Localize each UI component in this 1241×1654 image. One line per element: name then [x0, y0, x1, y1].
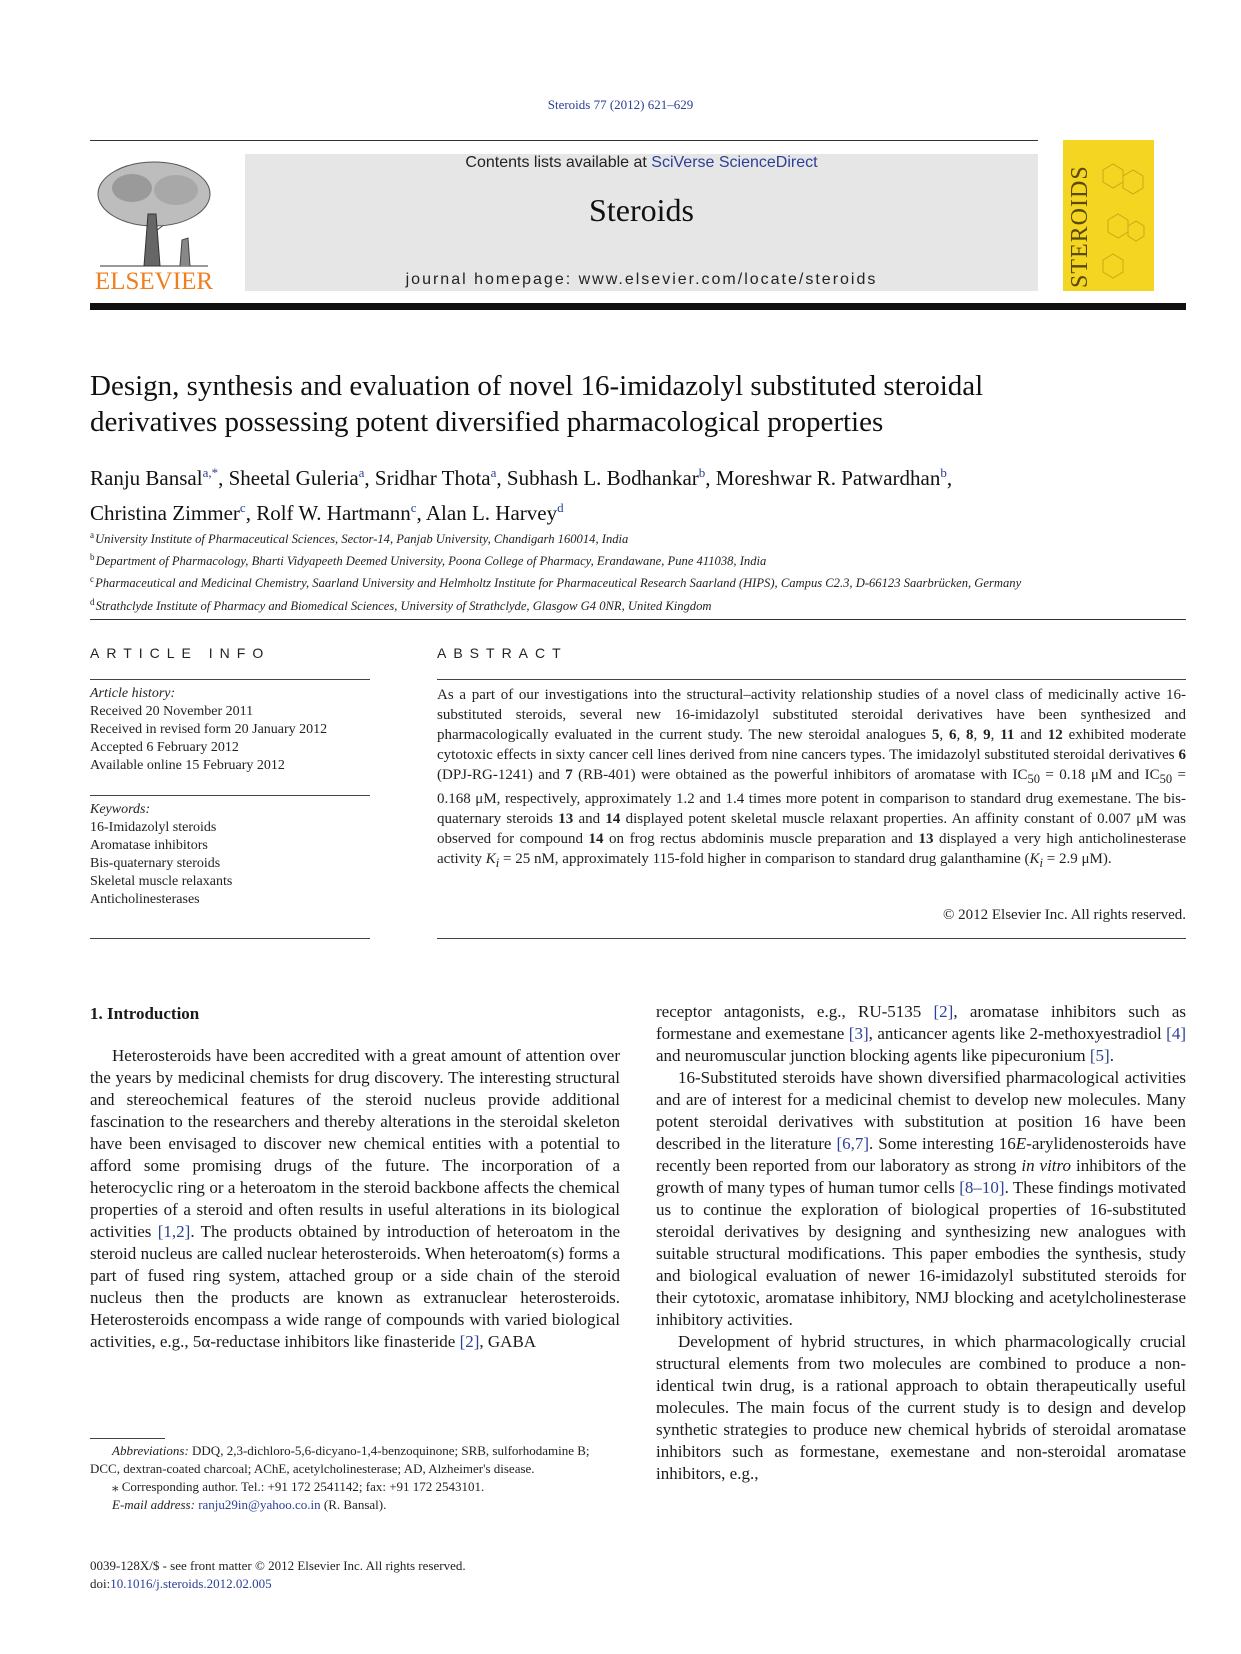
citation-link[interactable]: [8–10]	[959, 1178, 1005, 1197]
abstract-heading: ABSTRACT	[437, 645, 568, 661]
author-affil-sup[interactable]: a	[358, 465, 365, 480]
author-affil-sup[interactable]: a,*	[202, 465, 219, 480]
citation-link[interactable]: [2]	[933, 1002, 954, 1021]
author-affil-sup[interactable]: b	[698, 465, 706, 480]
paragraph: Development of hybrid structures, in which pharmacologically crucial structural elements from two molecules are combined to produce a non-identical twin drug, is a rational approach to obtain therapeutically useful molecules. The main focus of the current study is to design and develop synthetic strategies to produce new chemical hybrids of steroidal aromatase inhibitors such as formestane, exemestane and non-steroidal aromatase inhibitors, e.g.,	[656, 1332, 1186, 1483]
doi-link[interactable]: 10.1016/j.steroids.2012.02.005	[110, 1576, 272, 1591]
history-item: Received 20 November 2011	[90, 704, 254, 719]
keyword-item: Anticholinesterases	[90, 892, 200, 907]
affiliation-c: $^c$ Pharmaceutical and Medicinal Chemistry, Saarland University and Helmholtz Institute for Pharmaceutical Research Saarland (HIPS), Campus C2.3, D-66123 Saarbrücken, Germany	[90, 574, 1022, 591]
cover-title: STEROIDS	[1067, 165, 1093, 288]
history-item: Available online 15 February 2012	[90, 758, 285, 773]
keyword-item: Bis-quaternary steroids	[90, 856, 221, 871]
affiliation-b: $^b$ Department of Pharmacology, Bharti Vidyapeeth Deemed University, Poona College of Pharmacy, Erandawane, Pune 411038, India	[90, 552, 767, 569]
author-name: Rolf W. Hartmann	[256, 501, 411, 525]
top-rule	[90, 140, 1038, 141]
elsevier-wordmark: ELSEVIER	[94, 268, 214, 295]
abstract-text: As a part of our investigations into the structural–activity relationship studies of a novel class of medicinally active 16-substituted steroids, several new 16-imidazolyl substituted steroidal derivatives have been synthesized and pharmacologically evaluated in the current study. The new steroidal analogues 5, 6, 8, 9, 11 and 12 exhibited moderate cytotoxic effects in sixty cancer cell lines derived from nine cancers types. The imidazolyl substituted steroidal derivatives 6 (DPJ-RG-1241) and 7 (RB-401) were obtained as the powerful inhibitors of aromatase with $IC_{50} = 0.18$ μM and $IC_{50} = 0.168$ μM, respectively, approximately 1.2 and 1.4 times more potent in comparison to standard drug exemestane. The bis-quaternary steroids 13 and 14 displayed potent skeletal muscle relaxant properties. An affinity constant of 0.007 μM was observed for compound 14 on frog rectus abdominis muscle preparation and 13 displayed a very high anticholinesterase activity $K_i = 25$ nM, approximately 115-fold higher in comparison to standard drug galanthamine ($K_i = 2.9$ μM).	[437, 687, 1187, 870]
paragraph: receptor antagonists, e.g., RU-5135 [2], aromatase inhibitors such as formestane and exemestane [3], anticancer agents like 2-methoxyestradiol [4] and neuromuscular junction blocking agents like pipecuronium [5].	[656, 1002, 1186, 1065]
section-heading-introduction: 1. Introduction	[90, 1004, 200, 1023]
journal-cover	[1063, 140, 1154, 291]
author-name: Moreshwar R. Patwardhan	[715, 466, 941, 490]
keywords	[90, 801, 370, 909]
author-name: Ranju Bansal	[90, 466, 203, 490]
sciencedirect-link[interactable]: SciVerse ScienceDirect	[651, 154, 818, 171]
article-info-rule	[90, 679, 370, 680]
citation-link[interactable]: [6,7]	[836, 1134, 870, 1153]
affiliation-a: $^a$ University Institute of Pharmaceutical Sciences, Sector-14, Panjab University, Chandigarh 160014, India	[90, 530, 629, 547]
paragraph: Heterosteroids have been accredited with a great amount of attention over the years by medicinal chemists for drug discovery. The interesting structural and stereochemical features of the steroid nucleus provide additional fascination to the researchers and thereby alterations in the steroidal skeleton have been envisaged to discover new chemical entities with a potential to afford some promising drugs of the future. The incorporation of a heterocyclic ring or a heteroatom in the steroid backbone affects the chemical properties of a steroid and often results in useful alterations in its biological activities [1,2]. The products obtained by introduction of heteroatom in the steroid nucleus are called nuclear heterosteroids. When heteroatom(s) forms a part of fused ring system, attached group or a side chain of the steroid nucleus then the products are known as extranuclear heterosteroids. Heterosteroids encompass a wide range of compounds with varied biological activities, e.g., 5α-reductase inhibitors like finasteride [2], GABA	[90, 1046, 620, 1351]
doi-line: doi:10.1016/j.steroids.2012.02.005	[90, 1576, 272, 1591]
author-affil-sup[interactable]: d	[557, 500, 564, 515]
front-matter-line: 0039-128X/$ - see front matter © 2012 Elsevier Inc. All rights reserved.	[90, 1558, 466, 1573]
keywords-label: Keywords:	[90, 802, 151, 817]
author-name: Sheetal Guleria	[228, 466, 359, 490]
article-history	[90, 685, 370, 775]
paragraph: 16-Substituted steroids have shown diversified pharmacological activities and are of interest for a medicinal chemist to develop new molecules. Many potent steroidal derivatives with substitution at position 16 have been described in the literature [6,7]. Some interesting 16E-arylidenosteroids have recently been reported from our laboratory as strong in vitro inhibitors of the growth of many types of human tumor cells [8–10]. These findings motivated us to continue the exploration of biological properties of 16-substituted steroidal derivatives by designing and synthesizing new analogues with suitable structural modifications. This paper embodies the synthesis, study and biological evaluation of newer 16-imidazolyl substituted steroids for their cytotoxic, aromatase inhibitory, NMJ blocking and acetylcholinesterase inhibitory activities.	[656, 1068, 1187, 1329]
abstract-bottom-rule	[437, 938, 1186, 939]
body-column-left	[90, 1045, 620, 1353]
email-link[interactable]: ranju29in@yahoo.co.in	[198, 1497, 321, 1512]
author-affil-sup[interactable]: c	[410, 500, 417, 515]
abstract-copyright: © 2012 Elsevier Inc. All rights reserved.	[942, 907, 1186, 923]
article-title	[90, 368, 1186, 440]
body-column-right	[656, 1001, 1186, 1485]
footnote-rule	[90, 1438, 165, 1439]
keywords-rule	[90, 795, 370, 796]
page-footer	[90, 1557, 690, 1593]
abstract-rule	[437, 679, 1186, 680]
citation-link[interactable]: [2]	[459, 1332, 480, 1351]
footnotes	[90, 1442, 620, 1514]
history-item: Received in revised form 20 January 2012	[90, 722, 328, 737]
citation-link[interactable]: [1,2]	[157, 1222, 191, 1241]
article-info-heading: ARTICLE INFO	[90, 645, 271, 661]
history-item: Accepted 6 February 2012	[90, 740, 239, 755]
keyword-item: 16-Imidazolyl steroids	[90, 820, 217, 835]
history-label: Article history:	[90, 686, 176, 701]
journal-homepage[interactable]: journal homepage: www.elsevier.com/locate/steroids	[405, 271, 878, 288]
author-name: Sridhar Thota	[374, 466, 491, 490]
email-note: E-mail address: ranju29in@yahoo.co.in (R. Bansal).	[112, 1497, 387, 1512]
author-affil-sup[interactable]: a	[490, 465, 497, 480]
contents-line: Contents lists available at SciVerse ScienceDirect	[465, 154, 818, 171]
author-name: Alan L. Harvey	[425, 501, 558, 525]
affiliation-d: $^d$ Strathclyde Institute of Pharmacy and Biomedical Sciences, University of Strathclyde, Glasgow G4 0NR, United Kingdom	[90, 596, 712, 613]
author-list: Ranju Bansal$^{a,*}$, Sheetal Guleria$^a$, Sridhar Thota$^a$, Subhash L. Bodhankar$^b$, Moreshwar R. Patwardhan$^b$, Christina Zimmer$^c$, Rolf W. Hartmann$^c$, Alan L. Harvey$^d$	[90, 465, 953, 525]
citation-link[interactable]: [3]	[848, 1024, 869, 1043]
article-info-bottom-rule	[90, 938, 370, 939]
citation-link[interactable]: [5]	[1089, 1046, 1110, 1065]
title-line-1: Design, synthesis and evaluation of novel 16-imidazolyl substituted steroidal	[90, 370, 984, 402]
header-divider	[90, 619, 1186, 620]
author-name: Christina Zimmer	[90, 501, 240, 525]
journal-citation[interactable]: Steroids 77 (2012) 621–629	[547, 97, 694, 112]
corresponding-author-note: ⁎ Corresponding author. Tel.: +91 172 2541142; fax: +91 172 2543101.	[112, 1479, 485, 1494]
keyword-item: Aromatase inhibitors	[90, 838, 208, 853]
title-line-2: derivatives possessing potent diversified pharmacological properties	[90, 406, 884, 438]
abbreviations-note: Abbreviations: DDQ, 2,3-dichloro-5,6-dicyano-1,4-benzoquinone; SRB, sulforhodamine B; DCC, dextran-coated charcoal; AChE, acetylcholinesterase; AD, Alzheimer's disease.	[90, 1443, 590, 1476]
author-affil-sup[interactable]: c	[239, 500, 246, 515]
citation-link[interactable]: [4]	[1166, 1024, 1186, 1043]
affiliations	[90, 526, 1186, 615]
journal-name: Steroids	[589, 192, 694, 228]
keyword-item: Skeletal muscle relaxants	[90, 874, 233, 889]
masthead-thick-rule	[90, 303, 1186, 310]
author-name: Subhash L. Bodhankar	[506, 466, 699, 490]
journal-masthead	[245, 154, 1038, 291]
author-affil-sup[interactable]: b	[940, 465, 947, 480]
